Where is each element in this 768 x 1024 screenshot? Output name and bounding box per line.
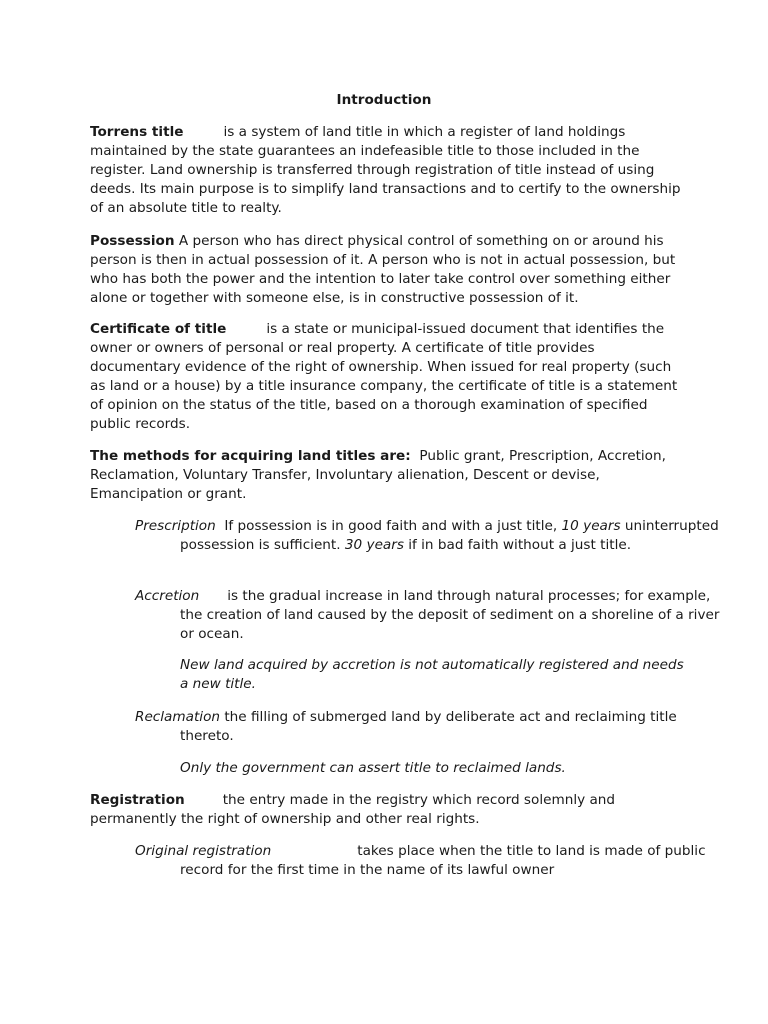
term-prescription: Prescription bbox=[135, 518, 216, 534]
definition-possession: A person who has direct physical control of something on or around his person is then in actual possession of it. A person who is not in actual possession, but who has both the power and the intention to later take control over something either alone or together with someone else, is in constructive possession of it. bbox=[90, 233, 676, 306]
note-accretion: New land acquired by accretion is not automatically registered and needs a new title. bbox=[180, 657, 684, 692]
paragraph-methods bbox=[90, 447, 686, 504]
prescription-text-c: if in bad faith without a just title. bbox=[408, 537, 632, 553]
paragraph-certificate-of-title bbox=[90, 320, 686, 434]
definition-torrens-title: is a system of land title in which a register of land holdings maintained by the state guarantees an indefeasible title to those included in the register. Land ownership is transferred through registration of title instead of using deeds. Its main purpose is to simplify land transactions and to certify to the ownership of an absolute title to realty. bbox=[90, 124, 681, 216]
paragraph-torrens-title bbox=[90, 123, 686, 218]
term-registration: Registration bbox=[90, 792, 185, 808]
term-torrens-title: Torrens title bbox=[90, 124, 184, 140]
definition-accretion: is the gradual increase in land through natural processes; for example, the creation of land caused by the deposit of sediment on a shoreline of a river or ocean. bbox=[180, 588, 720, 642]
methods-list: Public grant, Prescription, Accretion, Reclamation, Voluntary Transfer, Involuntary alienation, Descent or devise, Emancipation or grant. bbox=[90, 448, 666, 502]
paragraph-registration bbox=[90, 791, 686, 829]
prescription-good-faith-period: 10 years bbox=[561, 518, 621, 534]
term-certificate-of-title: Certificate of title bbox=[90, 321, 227, 337]
item-prescription bbox=[135, 517, 730, 555]
definition-reclamation: the filling of submerged land by deliberate act and reclaiming title thereto. bbox=[180, 709, 677, 744]
prescription-text-a: If possession is in good faith and with a just title, bbox=[224, 518, 558, 534]
page-title: Introduction bbox=[336, 92, 432, 108]
prescription-text-b: uninterrupted possession is sufficient. bbox=[180, 518, 719, 553]
definition-registration: the entry made in the registry which record solemnly and permanently the right of ownership and other real rights. bbox=[90, 792, 616, 827]
definition-certificate-of-title: is a state or municipal-issued document that identifies the owner or owners of personal or real property. A certificate of title provides documentary evidence of the right of ownership. When issued for real property (such as land or a house) by a title insurance company, the certificate of title is a statement of opinion on the status of the title, based on a thorough examination of specified public records. bbox=[90, 321, 678, 432]
term-methods: The methods for acquiring land titles are: bbox=[90, 448, 411, 464]
term-accretion: Accretion bbox=[135, 588, 200, 604]
paragraph-possession bbox=[90, 232, 686, 308]
definition-original-registration: takes place when the title to land is made of public record for the first time in the name of its lawful owner bbox=[180, 843, 706, 878]
item-accretion bbox=[135, 587, 730, 644]
term-reclamation: Reclamation bbox=[135, 709, 221, 725]
prescription-bad-faith-period: 30 years bbox=[344, 537, 404, 553]
term-possession: Possession bbox=[90, 233, 175, 249]
term-original-registration: Original registration bbox=[135, 843, 272, 859]
note-reclamation: Only the government can assert title to reclaimed lands. bbox=[180, 760, 566, 776]
item-original-registration bbox=[135, 842, 730, 880]
item-reclamation bbox=[135, 708, 730, 746]
